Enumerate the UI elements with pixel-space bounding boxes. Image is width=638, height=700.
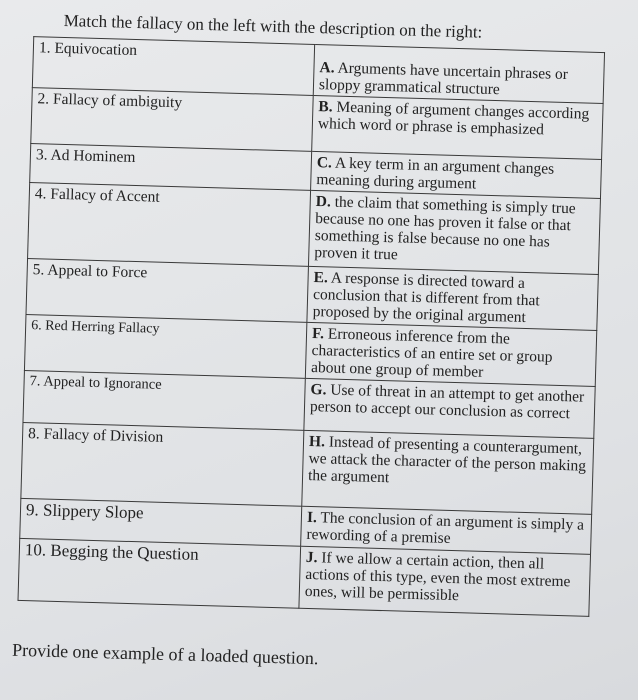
description-letter: F. — [311, 325, 325, 343]
description-text: Arguments have uncertain phrases or sloppy grammatical structure — [318, 59, 569, 99]
fallacy-cell: 2. Fallacy of ambiguity — [31, 88, 313, 152]
fallacy-cell: 3. Ad Hominem — [30, 144, 312, 191]
fallacy-cell: 9. Slippery Slope — [20, 498, 302, 546]
description-a — [319, 59, 599, 101]
description-letter: B. — [318, 98, 333, 116]
description-cell — [302, 430, 594, 514]
description-text: The conclusion of an argument is simply a rewording of a premise — [306, 509, 585, 547]
fallacy-cell: 4. Fallacy of Accent — [28, 183, 311, 267]
description-text: A response is directed toward a conclusion that is different from that proposed by the original argument — [312, 269, 540, 326]
description-letter: C. — [316, 154, 333, 172]
description-letter: A. — [319, 59, 335, 77]
description-e — [312, 269, 592, 328]
description-letter: D. — [315, 193, 332, 211]
description-text: A key term in an argument changes meaning during argument — [316, 154, 555, 193]
description-text: Use of threat in an attempt to get another person to accept our conclusion as correct — [309, 381, 585, 423]
description-cell — [299, 546, 591, 616]
description-text: Meaning of argument changes according which word or phrase is emphasized — [317, 98, 590, 139]
description-text: Instead of presenting a counterargument, we attack the character of the person making the argument — [307, 433, 587, 487]
loaded-question-prompt: Provide one example of a loaded question. — [11, 639, 319, 669]
description-b — [318, 98, 598, 140]
fallacy-cell: 10. Begging the Question — [18, 538, 301, 608]
description-letter: G. — [310, 380, 327, 399]
description-g — [310, 381, 590, 423]
description-letter: I. — [306, 508, 318, 527]
description-text: Erroneous inference from the characteristics of an entire set or group about one group of member — [310, 325, 553, 381]
description-d — [314, 193, 595, 269]
description-cell — [307, 266, 598, 330]
description-letter: H. — [308, 432, 326, 451]
fallacy-cell: 7. Appeal to Ignorance — [23, 370, 305, 430]
description-cell — [304, 378, 595, 438]
fallacy-cell: 6. Red Herring Fallacy — [24, 315, 306, 379]
description-c — [316, 154, 596, 196]
description-j — [305, 549, 585, 608]
description-cell — [312, 95, 603, 159]
description-f — [311, 325, 591, 384]
description-text: the claim that something is simply true because no one has proven it false or that something is false because no one has proven it true — [314, 193, 576, 264]
worksheet-title: Match the fallacy on the left with the description on the right: — [63, 10, 483, 42]
fallacy-cell: 1. Equivocation — [32, 37, 314, 96]
description-cell — [308, 190, 600, 274]
worksheet — [12, 10, 615, 686]
description-i — [306, 509, 586, 551]
fallacy-cell: 8. Fallacy of Division — [21, 422, 304, 506]
description-letter: E. — [313, 269, 329, 287]
description-letter: J. — [305, 548, 318, 567]
fallacy-cell: 5. Appeal to Force — [26, 259, 308, 323]
matching-table — [17, 36, 605, 617]
description-cell — [313, 44, 604, 103]
description-cell — [305, 322, 596, 386]
description-h — [308, 433, 588, 492]
description-text: If we allow a certain action, then all actions of this type, even the most extreme ones, will be permissible — [304, 549, 571, 605]
